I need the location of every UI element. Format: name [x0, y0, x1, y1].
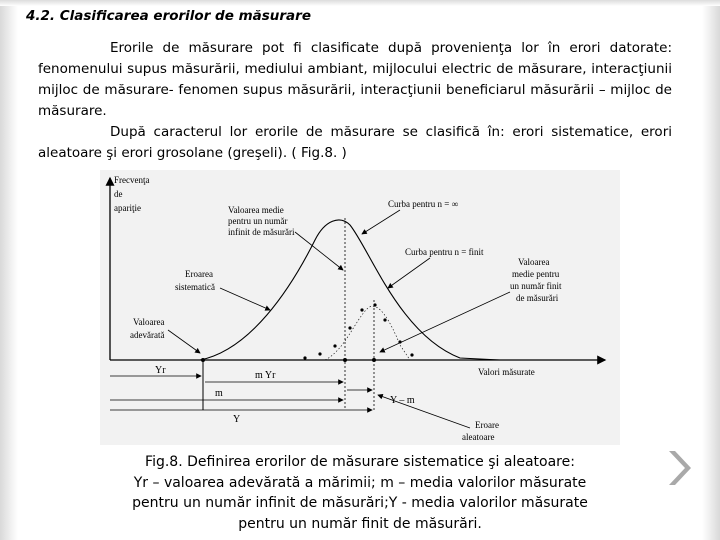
label-systematic-error-1: Eroarea — [185, 269, 213, 279]
caption-line2: Yr – valoarea adevărată a mărimii; m – media valorilor măsurate — [133, 474, 587, 491]
point-mean-finite — [372, 358, 376, 362]
curve-finite — [303, 303, 413, 359]
arrow-curve-finite — [388, 258, 430, 288]
caption-line1: Fig.8. Definirea erorilor de măsurare sistematice şi aleatoare: — [145, 454, 575, 470]
label-m-minus-yr: m Yr — [255, 370, 276, 381]
point-true-value — [201, 358, 205, 362]
x-axis-label: Valori măsurate — [478, 367, 535, 377]
y-axis-label-line2: de — [114, 189, 123, 199]
label-random-error-1: Eroare — [475, 420, 499, 430]
curve-infinite — [200, 220, 500, 360]
label-mean-infinite-3: infinit de măsurări — [228, 227, 295, 237]
label-mean-infinite-2: pentru un număr — [228, 216, 288, 226]
label-y-minus-m: Y – m — [390, 395, 415, 406]
label-mean-infinite-1: Valoarea medie — [228, 205, 284, 215]
y-axis-label-line1: Frecvenţa — [114, 175, 150, 185]
label-true-value-2: adevărată — [130, 330, 165, 340]
caption-line4: pentru un număr finit de măsurări. — [238, 515, 482, 532]
figure-caption — [100, 452, 620, 534]
caption-line3: pentru un număr infinit de măsurări;Y - media valorilor măsurate — [132, 495, 588, 511]
arrow-curve-infinite — [362, 210, 400, 234]
label-yr: Yr — [155, 365, 166, 376]
label-m: m — [215, 388, 223, 399]
label-curve-infinite: Curba pentru n = ∞ — [388, 199, 458, 209]
slide-title: 4.2. Clasificarea erorilor de măsurare — [26, 8, 311, 24]
body-text — [38, 38, 672, 164]
arrow-systematic-error — [220, 288, 270, 310]
label-true-value-1: Valoarea — [133, 317, 165, 327]
arrow-mean-finite — [380, 292, 510, 352]
chevron-right-icon — [663, 449, 695, 487]
figure-error-diagram — [100, 170, 620, 445]
paragraph-error-character: După caracterul lor erorile de măsurare se clasifică în: erori sistematice, erori aleatoare şi erori grosolane (greşeli). ( Fig.8. ) — [38, 124, 672, 161]
arrow-true-value — [168, 330, 200, 353]
label-mean-finite-2: medie pentru — [512, 269, 560, 279]
label-mean-finite-3: un număr finit — [510, 281, 562, 291]
label-y: Y — [233, 414, 241, 425]
left-frame-border — [0, 0, 18, 540]
curve-finite-shape — [325, 306, 410, 360]
arrow-random-error — [378, 395, 470, 428]
label-random-error-2: aleatoare — [462, 432, 495, 442]
label-mean-finite-4: de măsurări — [516, 293, 559, 303]
point-mean-infinite — [343, 358, 347, 362]
label-curve-finite: Curba pentru n = finit — [405, 247, 484, 257]
right-frame-border — [702, 0, 720, 540]
label-mean-finite-1: Valoarea — [518, 257, 550, 267]
label-systematic-error-2: sistematică — [175, 282, 215, 292]
y-axis-label-line3: apariţie — [114, 203, 141, 213]
top-frame-border — [0, 0, 720, 6]
next-slide-button[interactable] — [663, 449, 695, 487]
paragraph-error-origin: Erorile de măsurare pot fi clasificate după provenienţa lor în erori datorate: fenomenului supus măsurării, mediului ambiant, mijlocului electric de măsurare, interacţiunii mijloc de măsurare- fenomen supus măsurării, interacţiunii beneficiarul măsurării – mijloc de măsurare. — [38, 40, 672, 119]
